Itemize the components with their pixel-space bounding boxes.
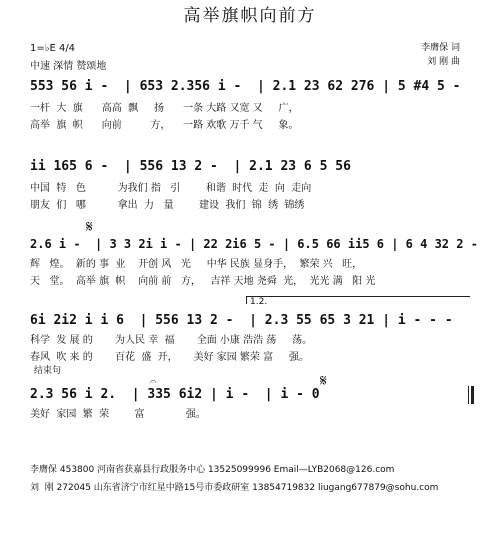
lyrics-row-1-verse-2: 高举 旗 帜 向前 方， 一路 欢歌 万千 气 象。: [30, 120, 299, 131]
final-barline-thin: [468, 386, 469, 404]
notation-row-5: 2.3 56 i 2. | 335 6i2 | i - | i - 0: [30, 387, 320, 402]
lyrics-row-4-verse-2: 春风 吹 来 的 百花 盛 开， 美好 家园 繁荣 富 强。: [30, 352, 310, 363]
lyrics-row-5-verse-1: 美好 家园 繁 荣 富 强。: [30, 409, 206, 420]
notation-row-1: 553 56 i - | 653 2.356 i - | 2.1 23 62 276 | 5 #4 5 -: [30, 79, 461, 94]
ending-label: 结束句: [34, 366, 62, 376]
key-signature: 1=♭E 4/4: [30, 43, 76, 54]
volta-bracket: [246, 296, 470, 297]
segno-icon: 𝄋: [320, 371, 327, 390]
fermata-icon: 𝄐: [150, 375, 157, 388]
notation-row-3: 2.6 i - | 3 3 2i i - | 22 2i6 5 - | 6.5 66 ii5 6 | 6 4 32 2 -: [30, 237, 478, 251]
song-title: 高举旗帜向前方: [183, 6, 317, 26]
composer-credit: 刘 刚 曲: [427, 57, 460, 67]
footer-contact-lyricist: 李膺保 453800 河南省获嘉县行政服务中心 13525099996 Email—LYB2068@126.com: [30, 465, 395, 475]
segno-icon: 𝄋: [86, 217, 93, 236]
lyrics-row-1-verse-1: 一杆 大 旗 高高 飘 扬 一条 大路 又宽 又 广，: [30, 103, 299, 114]
final-barline-thick: [471, 386, 474, 404]
notation-row-4: 6i 2i2 i i 6 | 556 13 2 - | 2.3 55 65 3 21 | i - - -: [30, 313, 453, 328]
notation-row-2: ii 165 6 - | 556 13 2 - | 2.1 23 6 5 56: [30, 159, 351, 174]
lyrics-row-2-verse-2: 朋友 们 哪 拿出 力 量 建设 我们 锦 绣 锦绣: [30, 200, 305, 211]
volta-bracket-edge: [246, 296, 247, 304]
lyrics-row-3-verse-1: 辉 煌。 新的 事 业 开创 风 光 中华 民族 显身手， 繁荣 兴 旺，: [30, 259, 363, 270]
lyricist-credit: 李膺保 词: [421, 43, 460, 53]
volta-label: 1.2.: [250, 297, 268, 307]
footer-contact-composer: 刘 刚 272045 山东省济宁市红星中路15号市委政研室 13854719832 liugang677879@sohu.com: [30, 483, 439, 493]
lyrics-row-2-verse-1: 中国 特 色 为我们 指 引 和谐 时代 走 向 走向: [30, 183, 312, 194]
lyrics-row-3-verse-2: 天 堂。 高举 旗 帜 向前 前 方， 吉祥 天地 尧舜 光， 光光 满 阳 光: [30, 276, 376, 287]
lyrics-row-4-verse-1: 科学 发 展 的 为人民 幸 福 全面 小康 浩浩 荡 荡。: [30, 335, 313, 346]
tempo-marking: 中速 深情 赞颂地: [30, 61, 107, 72]
